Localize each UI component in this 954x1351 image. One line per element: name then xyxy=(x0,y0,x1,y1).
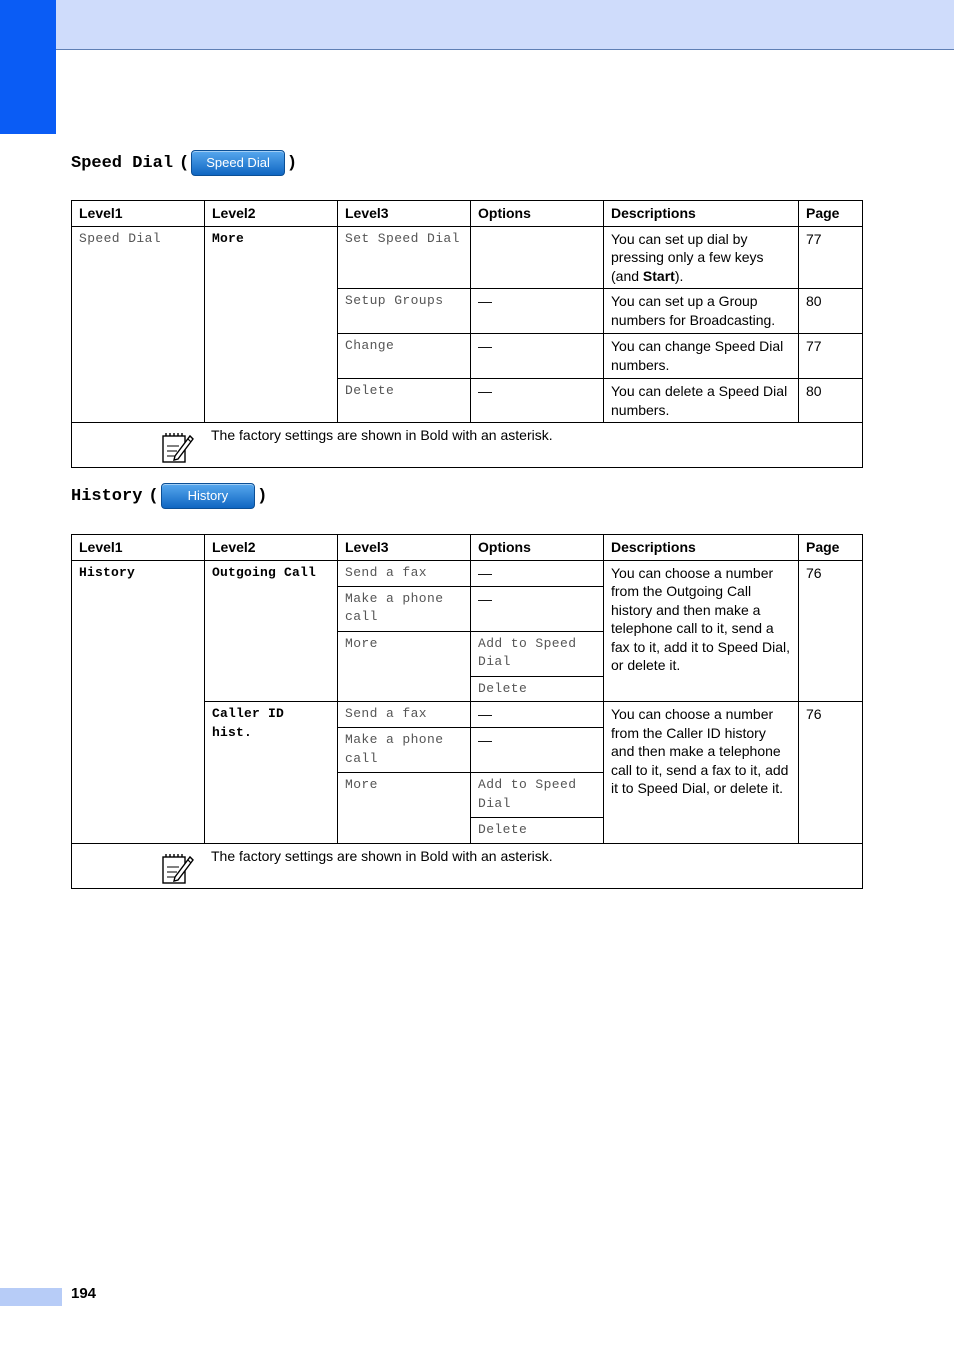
level3-cell: Set Speed Dial xyxy=(338,226,471,289)
note-row xyxy=(72,843,863,888)
header-level1: Level1 xyxy=(72,535,205,561)
level2-cell: More xyxy=(205,226,338,423)
level2-caller-id-hist: Caller ID hist. xyxy=(205,702,338,844)
options-cell: Add to Speed Dial xyxy=(471,773,604,818)
page-cell: 80 xyxy=(799,289,863,334)
header-page: Page xyxy=(799,201,863,227)
speed-dial-key-button: Speed Dial xyxy=(191,150,285,176)
options-cell: Delete xyxy=(471,676,604,702)
header-descriptions: Descriptions xyxy=(604,535,799,561)
options-cell: — xyxy=(471,586,604,631)
options-cell: — xyxy=(471,334,604,379)
table-header-row xyxy=(72,535,863,561)
options-cell: — xyxy=(471,702,604,728)
header-bar xyxy=(0,0,954,50)
description-cell: You can change Speed Dial numbers. xyxy=(604,334,799,379)
header-level3: Level3 xyxy=(338,535,471,561)
page-cell: 76 xyxy=(799,702,863,844)
speed-dial-title: Speed Dial xyxy=(71,153,174,173)
description-cell: You can delete a Speed Dial numbers. xyxy=(604,379,799,423)
page-number: 194 xyxy=(71,1285,97,1302)
level3-cell: More xyxy=(338,631,471,702)
page-cell: 80 xyxy=(799,379,863,423)
history-key-button: History xyxy=(161,483,255,509)
paren-open: ( xyxy=(179,153,190,173)
page-cell: 77 xyxy=(799,334,863,379)
table-row xyxy=(72,226,863,289)
options-cell: — xyxy=(471,560,604,586)
header-descriptions: Descriptions xyxy=(604,201,799,227)
page-cell: 76 xyxy=(799,560,863,702)
description-cell xyxy=(604,226,799,289)
level3-cell: More xyxy=(338,773,471,844)
description-text-end: ). xyxy=(674,267,684,284)
history-table xyxy=(71,534,863,889)
options-cell: — xyxy=(471,379,604,423)
note-cell xyxy=(72,843,863,888)
level3-cell: Send a fax xyxy=(338,702,471,728)
level1-cell: Speed Dial xyxy=(72,226,205,423)
note-text: The factory settings are shown in Bold with an asterisk. xyxy=(211,427,553,443)
header-options: Options xyxy=(471,201,604,227)
chapter-tab xyxy=(0,0,56,134)
level3-cell: Send a fax xyxy=(338,560,471,586)
table-row xyxy=(72,560,863,586)
history-heading xyxy=(71,483,267,509)
note-pencil-icon xyxy=(161,430,195,464)
paren-close: ) xyxy=(286,153,298,173)
level3-cell: Delete xyxy=(338,379,471,423)
note-cell xyxy=(72,423,863,468)
note-text: The factory settings are shown in Bold with an asterisk. xyxy=(211,847,553,864)
level3-cell: Make a phone call xyxy=(338,586,471,631)
note-row xyxy=(72,423,863,468)
page-number-strip xyxy=(0,1288,62,1306)
options-cell: — xyxy=(471,289,604,334)
options-cell xyxy=(471,226,604,289)
start-key-label: Start xyxy=(642,267,675,284)
options-cell: Add to Speed Dial xyxy=(471,631,604,676)
page-cell: 77 xyxy=(799,226,863,289)
header-page: Page xyxy=(799,535,863,561)
note-pencil-icon xyxy=(161,851,195,885)
header-options: Options xyxy=(471,535,604,561)
paren-close: ) xyxy=(257,486,268,506)
speed-dial-heading xyxy=(71,150,297,176)
header-level2: Level2 xyxy=(205,201,338,227)
level1-cell: History xyxy=(72,560,205,843)
options-cell: Delete xyxy=(471,818,604,844)
level3-cell: Make a phone call xyxy=(338,728,471,773)
level2-outgoing-call: Outgoing Call xyxy=(205,560,338,702)
speed-dial-table xyxy=(71,200,863,468)
description-cell: You can choose a number from the Outgoing Call history and then make a telephone call to it, send a fax to it, add it to Speed Dial, or delete it. xyxy=(604,560,799,702)
description-cell: You can choose a number from the Caller ID history and then make a telephone call to it, send a fax to it, add it to Speed Dial, or delete it. xyxy=(604,702,799,844)
description-cell: You can set up a Group numbers for Broadcasting. xyxy=(604,289,799,334)
table-header-row xyxy=(72,201,863,227)
level3-cell: Setup Groups xyxy=(338,289,471,334)
description-text: You can set up dial by pressing only a few keys (and xyxy=(611,230,764,284)
paren-open: ( xyxy=(148,486,159,506)
header-level1: Level1 xyxy=(72,201,205,227)
level3-cell: Change xyxy=(338,334,471,379)
history-title: History xyxy=(71,486,143,506)
options-cell: — xyxy=(471,728,604,773)
header-level3: Level3 xyxy=(338,201,471,227)
header-level2: Level2 xyxy=(205,535,338,561)
